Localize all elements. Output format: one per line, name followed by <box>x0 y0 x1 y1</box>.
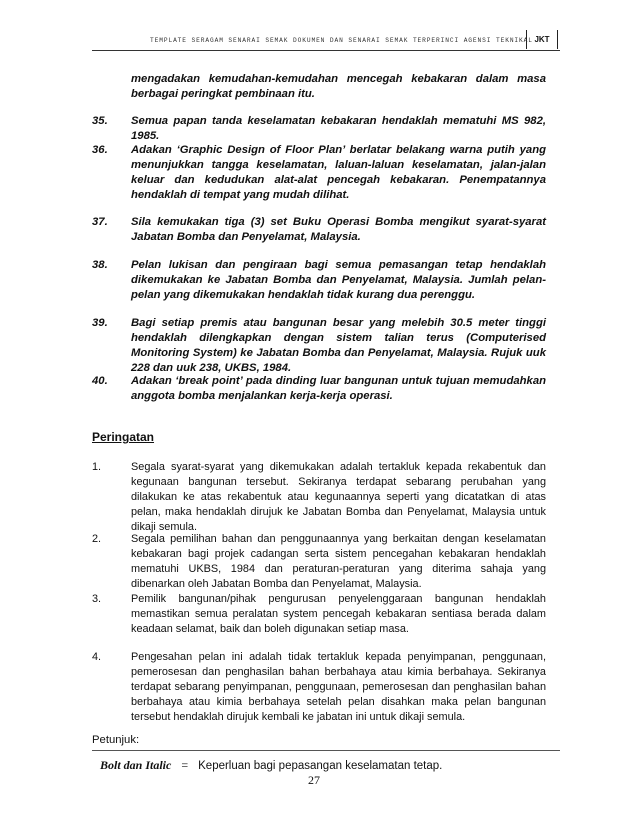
item-text: mengadakan kemudahan-kemudahan mencegah kebakaran dalam masa berbagai peringkat pembinaan itu. <box>131 73 546 100</box>
item-text: Sila kemukakan tiga (3) set Buku Operasi Bomba mengikut syarat-syarat Jabatan Bomba dan Penyelamat, Malaysia. <box>131 216 546 243</box>
item-number: 4. <box>92 651 102 663</box>
item-text: Bagi setiap premis atau bangunan besar yang melebih 30.5 meter tinggi hendaklah dilengkapkan dengan sistem talian terus (Computerised Monitoring System) ke Jabatan Bomba dan Penyelamat, Malaysia. Rujuk uuk 228 dan uuk 238, UKBS, 1984. <box>131 317 546 374</box>
item-text: Pemilik bangunan/pihak pengurusan penyelenggaraan bangunan hendaklah memastikan semua peralatan system pencegah kebakaran sentiasa berada dalam keadaan selamat, baik dan boleh digunakan setiap masa. <box>131 593 546 635</box>
item-number: 1. <box>92 461 102 473</box>
header-rule <box>92 50 560 51</box>
item-text: Pelan lukisan dan pengiraan bagi semua pemasangan tetap hendaklah dikemukakan ke Jabatan Bomba dan Penyelamat, Malaysia. Jumlah pelan-pelan yang dikemukakan hendaklah tidak kurang dua perenggu. <box>131 259 546 301</box>
petunjuk-rule <box>92 750 560 751</box>
peringatan-heading: Peringatan <box>92 430 155 444</box>
item-text: Adakan ‘Graphic Design of Floor Plan’ berlatar belakang warna putih yang menunjukkan tangga keselamatan, laluan-laluan keselamatan, jalan-jalan keluar dan kedudukan alat-alat pencegah kebakaran. Penempatannya hendaklah di tempat yang mudah dilihat. <box>131 144 546 201</box>
page-number: 27 <box>308 773 320 787</box>
legend-term: Bolt dan Italic <box>100 758 172 772</box>
item-number: 40. <box>92 375 108 387</box>
petunjuk-label: Petunjuk: <box>92 734 140 746</box>
jkt-logo: JKT <box>526 30 558 49</box>
page-header <box>92 34 560 54</box>
item-text: Segala pemilihan bahan dan penggunaannya yang berkaitan dengan keselamatan kebakaran bagi projek cadangan serta sistem pencegahan kebakaran hendaklah mematuhi UKBS, 1984 dan peraturan-peraturan yang diterima sahaja yang dibenarkan oleh Jabatan Bomba dan Penyelamat, Malaysia. <box>131 533 546 590</box>
item-text: Pengesahan pelan ini adalah tidak tertakluk kepada penyimpanan, penggunaan, pemerosesan dan penghasilan bahan berbahaya atau kimia berbahaya. Sekiranya terdapat sebarang penyimpanan, penggunaan, pemerosesan dan penghasilan bahan berbahaya atau kimia berbahaya setelah pelan disahkan maka pelan bangunan tersebut hendaklah dirujuk kembali ke jabatan ini untuk dikaji semula. <box>131 651 546 723</box>
legend <box>100 756 442 774</box>
item-text: Adakan ‘break point’ pada dinding luar bangunan untuk tujuan memudahkan anggota bomba menjalankan kerja-kerja operasi. <box>131 375 546 402</box>
item-number: 39. <box>92 317 108 329</box>
header-title: TEMPLATE SERAGAM SENARAI SEMAK DOKUMEN DAN SENARAI SEMAK TERPERINCI AGENSI TEKNIKAL <box>150 37 533 44</box>
item-text: Semua papan tanda keselamatan kebakaran hendaklah mematuhi MS 982, 1985. <box>131 115 546 142</box>
item-number: 36. <box>92 144 108 156</box>
item-number: 3. <box>92 593 102 605</box>
legend-description: Keperluan bagi pepasangan keselamatan tetap. <box>198 760 443 772</box>
item-number: 35. <box>92 115 108 127</box>
item-number: 38. <box>92 259 108 271</box>
item-number: 37. <box>92 216 108 228</box>
item-number: 2. <box>92 533 102 545</box>
item-text: Segala syarat-syarat yang dikemukakan adalah tertakluk kepada rekabentuk dan kegunaan bangunan tersebut. Sekiranya terdapat sebarang perubahan yang dilakukan ke atas rekabentuk atau kegunaannya seperti yang dicatatkan di atas pelan, maka hendaklah dirujuk ke Jabatan Bomba dan Penyelamat, Malaysia untuk dikaji semula. <box>131 461 546 533</box>
legend-equals: = <box>181 758 189 772</box>
